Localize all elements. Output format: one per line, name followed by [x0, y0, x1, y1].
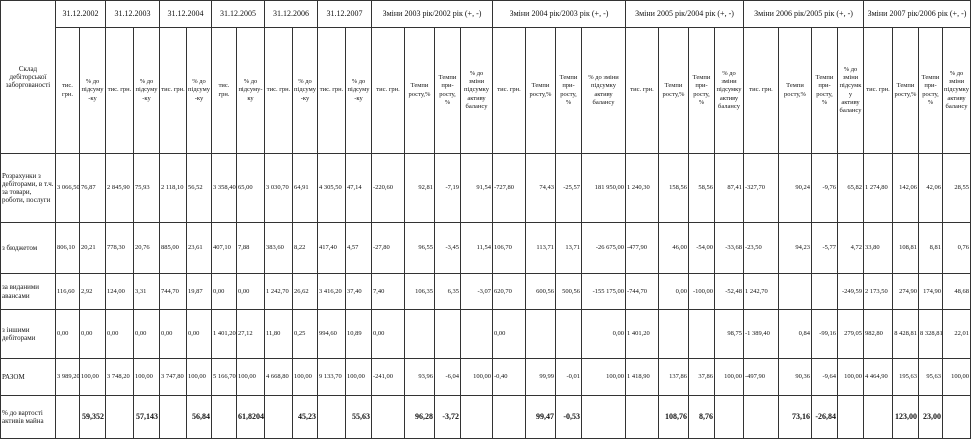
- table-cell: 45,23: [293, 396, 318, 439]
- table-cell: 3 030,70: [265, 154, 293, 223]
- table-cell: [838, 396, 864, 439]
- subheader-pct: % до підсуму-ку: [134, 28, 160, 154]
- table-cell: 0,00: [160, 310, 187, 359]
- table-cell: 1 274,80: [864, 154, 893, 223]
- table-cell: [779, 274, 812, 310]
- table-cell: 0,00: [237, 274, 265, 310]
- table-cell: 95,63: [919, 359, 943, 396]
- table-cell: 7,88: [237, 223, 265, 274]
- table-cell: 500,56: [556, 274, 582, 310]
- table-cell: 55,63: [346, 396, 372, 439]
- table-cell: 100,00: [715, 359, 744, 396]
- table-cell: [493, 396, 526, 439]
- table-cell: 279,05: [838, 310, 864, 359]
- header-year-2003: 31.12.2003: [106, 1, 160, 28]
- table-cell: -99,16: [812, 310, 838, 359]
- table-cell: 181 950,00: [582, 154, 626, 223]
- table-cell: [943, 396, 971, 439]
- subheader-tys: тис. грн.: [372, 28, 405, 154]
- table-cell: -6,04: [435, 359, 461, 396]
- subheader-tys: тис. грн.: [493, 28, 526, 154]
- table-cell: 2 845,90: [106, 154, 134, 223]
- subheader-share: % до зміни підсумку активу балансу: [582, 28, 626, 154]
- row-label: за виданими авансами: [1, 274, 56, 310]
- table-cell: 11,54: [461, 223, 493, 274]
- header-year-2002: 31.12.2002: [56, 1, 106, 28]
- table-cell: [689, 310, 715, 359]
- table-cell: 100,00: [237, 359, 265, 396]
- table-cell: 9 133,70: [318, 359, 346, 396]
- table-cell: -25,57: [556, 154, 582, 223]
- table-cell: -54,00: [689, 223, 715, 274]
- table-cell: -727,80: [493, 154, 526, 223]
- subheader-tys: тис. грн.: [864, 28, 893, 154]
- table-body: [1, 154, 971, 439]
- subheader-tys: тис. грн.: [160, 28, 187, 154]
- table-cell: 96,55: [405, 223, 435, 274]
- table-cell: 0,84: [779, 310, 812, 359]
- table-cell: 65,82: [838, 154, 864, 223]
- table-cell: -0,01: [556, 359, 582, 396]
- table-cell: 3 989,20: [56, 359, 80, 396]
- header-year-2004: 31.12.2004: [160, 1, 212, 28]
- table-cell: 59,352: [80, 396, 106, 439]
- table-cell: 28,55: [943, 154, 971, 223]
- table-cell: 142,06: [893, 154, 919, 223]
- subheader-pct: % до підсуму-ку: [187, 28, 212, 154]
- table-cell: 4,72: [838, 223, 864, 274]
- table-cell: 0,00: [56, 310, 80, 359]
- table-row: [1, 274, 971, 310]
- table-cell: 3 748,20: [106, 359, 134, 396]
- table-cell: -327,70: [744, 154, 779, 223]
- table-cell: -220,60: [372, 154, 405, 223]
- table-cell: 806,10: [56, 223, 80, 274]
- table-cell: 1 240,30: [626, 154, 659, 223]
- table-cell: 3 747,80: [160, 359, 187, 396]
- table-cell: 1 401,20: [212, 310, 237, 359]
- table-cell: 744,70: [160, 274, 187, 310]
- subheader-growth: Темпи росту,%: [893, 28, 919, 154]
- table-cell: 174,90: [919, 274, 943, 310]
- table-cell: -241,00: [372, 359, 405, 396]
- table-row: [1, 223, 971, 274]
- table-cell: 61,8204: [237, 396, 265, 439]
- table-cell: 137,86: [659, 359, 689, 396]
- table-cell: 26,62: [293, 274, 318, 310]
- table-cell: 10,89: [346, 310, 372, 359]
- table-cell: -3,72: [435, 396, 461, 439]
- table-cell: 5 166,70: [212, 359, 237, 396]
- subheader-share: % до зміни підсумку активу балансу: [943, 28, 971, 154]
- table-cell: -52,48: [715, 274, 744, 310]
- table-cell: 0,00: [134, 310, 160, 359]
- table-cell: [56, 396, 80, 439]
- subheader-share: % до зміни підсумку активу балансу: [715, 28, 744, 154]
- table-cell: 1 418,90: [626, 359, 659, 396]
- table-cell: 73,16: [779, 396, 812, 439]
- table-cell: 100,00: [293, 359, 318, 396]
- table-cell: [659, 310, 689, 359]
- subheader-increase: Темпи при-росту, %: [556, 28, 582, 154]
- table-cell: -33,68: [715, 223, 744, 274]
- table-cell: -23,50: [744, 223, 779, 274]
- table-cell: -0,40: [493, 359, 526, 396]
- table-cell: [435, 310, 461, 359]
- table-cell: 7,40: [372, 274, 405, 310]
- table-cell: 123,00: [893, 396, 919, 439]
- table-cell: -3,45: [435, 223, 461, 274]
- table-cell: [265, 396, 293, 439]
- table-cell: 8,76: [689, 396, 715, 439]
- subheader-increase: Темпи при-росту, %: [919, 28, 943, 154]
- header-year-2005: 31.12.2005: [212, 1, 265, 28]
- table-cell: -249,59: [838, 274, 864, 310]
- table-cell: 94,23: [779, 223, 812, 274]
- row-label: РАЗОМ: [1, 359, 56, 396]
- header-change-2004-2003: Зміни 2004 рік/2003 рік (+, -): [493, 1, 626, 28]
- subheader-tys: тис. грн.: [744, 28, 779, 154]
- table-cell: 37,86: [689, 359, 715, 396]
- table-cell: 100,00: [838, 359, 864, 396]
- table-cell: 8,22: [293, 223, 318, 274]
- table-cell: -26 675,00: [582, 223, 626, 274]
- table-cell: [864, 396, 893, 439]
- table-cell: 4 464,90: [864, 359, 893, 396]
- subheader-tys: тис. грн.: [56, 28, 80, 154]
- table-cell: 20,76: [134, 223, 160, 274]
- table-cell: 8,81: [919, 223, 943, 274]
- table-cell: 65,00: [237, 154, 265, 223]
- table-cell: -155 175,00: [582, 274, 626, 310]
- subheader-increase: Темпи при-росту, %: [812, 28, 838, 154]
- subheader-share: % до зміни підсумку активу балансу: [838, 28, 864, 154]
- header-change-2005-2004: Зміни 2005 рік/2004 рік (+, -): [626, 1, 744, 28]
- table-cell: 0,00: [212, 274, 237, 310]
- table-cell: 93,96: [405, 359, 435, 396]
- subheader-growth: Темпи росту,%: [405, 28, 435, 154]
- subheader-growth: Темпи росту,%: [659, 28, 689, 154]
- table-cell: 383,60: [265, 223, 293, 274]
- table-cell: 100,00: [80, 359, 106, 396]
- table-cell: 75,93: [134, 154, 160, 223]
- table-cell: 99,47: [526, 396, 556, 439]
- table-cell: [160, 396, 187, 439]
- table-cell: 3 066,50: [56, 154, 80, 223]
- table-cell: [556, 310, 582, 359]
- table-cell: -100,00: [689, 274, 715, 310]
- table-cell: 100,00: [582, 359, 626, 396]
- table-cell: -0,53: [556, 396, 582, 439]
- table-cell: 620,70: [493, 274, 526, 310]
- table-cell: 0,00: [493, 310, 526, 359]
- table-cell: 600,56: [526, 274, 556, 310]
- table-cell: 2 173,50: [864, 274, 893, 310]
- table-cell: 1 242,70: [744, 274, 779, 310]
- table-row: [1, 396, 971, 439]
- table-cell: 0,25: [293, 310, 318, 359]
- table-cell: 0,76: [943, 223, 971, 274]
- table-cell: 3,31: [134, 274, 160, 310]
- table-cell: 994,60: [318, 310, 346, 359]
- subheader-tys: тис. грн.: [318, 28, 346, 154]
- table-cell: 64,91: [293, 154, 318, 223]
- table-cell: 0,00: [659, 274, 689, 310]
- subheader-growth: Темпи росту,%: [779, 28, 812, 154]
- table-cell: 8 328,81: [919, 310, 943, 359]
- table-cell: 0,00: [80, 310, 106, 359]
- table-cell: [372, 396, 405, 439]
- table-cell: [812, 274, 838, 310]
- table-cell: 76,87: [80, 154, 106, 223]
- table-cell: [582, 396, 626, 439]
- table-cell: [318, 396, 346, 439]
- table-cell: 106,35: [405, 274, 435, 310]
- table-cell: 116,60: [56, 274, 80, 310]
- table-cell: 778,30: [106, 223, 134, 274]
- subheader-tys: тис. грн.: [212, 28, 237, 154]
- table-cell: 47,14: [346, 154, 372, 223]
- subheader-increase: Темпи при-росту, %: [689, 28, 715, 154]
- table-row: [1, 310, 971, 359]
- table-cell: 46,00: [659, 223, 689, 274]
- table-cell: 1 401,20: [626, 310, 659, 359]
- table-cell: [715, 396, 744, 439]
- table-cell: 4 305,50: [318, 154, 346, 223]
- table-cell: -3,07: [461, 274, 493, 310]
- table-cell: 885,00: [160, 223, 187, 274]
- table-cell: 92,81: [405, 154, 435, 223]
- table-cell: -497,90: [744, 359, 779, 396]
- table-cell: 113,71: [526, 223, 556, 274]
- table-cell: 1 242,70: [265, 274, 293, 310]
- table-cell: 22,01: [943, 310, 971, 359]
- table-cell: 57,143: [134, 396, 160, 439]
- table-cell: 124,00: [106, 274, 134, 310]
- table-cell: 274,90: [893, 274, 919, 310]
- table-cell: [626, 396, 659, 439]
- table-cell: 195,63: [893, 359, 919, 396]
- header-year-2006: 31.12.2006: [265, 1, 318, 28]
- subheader-tys: тис. грн.: [626, 28, 659, 154]
- table-cell: [526, 310, 556, 359]
- table-cell: [744, 396, 779, 439]
- table-cell: 23,61: [187, 223, 212, 274]
- table-cell: 56,52: [187, 154, 212, 223]
- table-cell: -477,90: [626, 223, 659, 274]
- table-cell: 96,28: [405, 396, 435, 439]
- subheader-growth: Темпи росту,%: [526, 28, 556, 154]
- header-row-label: Склад дебіторської заборгованості: [1, 1, 56, 154]
- header-change-2006-2005: Зміни 2006 рік/2005 рік (+, -): [744, 1, 864, 28]
- table-row: [1, 154, 971, 223]
- subheader-increase: Темпи при-росту, %: [435, 28, 461, 154]
- table-cell: [461, 310, 493, 359]
- table-row: [1, 359, 971, 396]
- table-cell: 4 668,80: [265, 359, 293, 396]
- table-cell: [106, 396, 134, 439]
- table-cell: 2 118,10: [160, 154, 187, 223]
- table-cell: 27,12: [237, 310, 265, 359]
- table-cell: 982,80: [864, 310, 893, 359]
- table-cell: 48,68: [943, 274, 971, 310]
- table-cell: 100,00: [134, 359, 160, 396]
- subheader-pct: % до підсуму-ку: [293, 28, 318, 154]
- subheader-tys: тис. грн.: [265, 28, 293, 154]
- table-cell: -9,76: [812, 154, 838, 223]
- table-cell: -1 389,40: [744, 310, 779, 359]
- table-cell: 11,80: [265, 310, 293, 359]
- row-label: з бюджетом: [1, 223, 56, 274]
- subheader-pct: % до підсуму-ку: [80, 28, 106, 154]
- table-cell: 98,75: [715, 310, 744, 359]
- table-cell: 8 428,81: [893, 310, 919, 359]
- table-cell: [461, 396, 493, 439]
- table-cell: 100,00: [461, 359, 493, 396]
- table-cell: 108,81: [893, 223, 919, 274]
- table-cell: 106,70: [493, 223, 526, 274]
- table-cell: 417,40: [318, 223, 346, 274]
- table-cell: 13,71: [556, 223, 582, 274]
- header-change-2007-2006: Зміни 2007 рік/2006 рік (+, -): [864, 1, 971, 28]
- table-cell: 100,00: [943, 359, 971, 396]
- table-cell: -26,84: [812, 396, 838, 439]
- table-cell: 2,92: [80, 274, 106, 310]
- table-cell: 0,00: [187, 310, 212, 359]
- table-cell: -5,77: [812, 223, 838, 274]
- table-cell: 58,56: [689, 154, 715, 223]
- table-cell: 23,00: [919, 396, 943, 439]
- table-cell: 6,35: [435, 274, 461, 310]
- subheader-pct: % до підсуму-ку: [346, 28, 372, 154]
- table-cell: -744,70: [626, 274, 659, 310]
- table-cell: 99,99: [526, 359, 556, 396]
- table-cell: 87,41: [715, 154, 744, 223]
- table-cell: 0,00: [582, 310, 626, 359]
- table-cell: 158,56: [659, 154, 689, 223]
- table-cell: 42,06: [919, 154, 943, 223]
- table-cell: 74,43: [526, 154, 556, 223]
- table-cell: 407,10: [212, 223, 237, 274]
- table-cell: 37,40: [346, 274, 372, 310]
- table-cell: -7,19: [435, 154, 461, 223]
- subheader-tys: тис. грн.: [106, 28, 134, 154]
- table-cell: -27,80: [372, 223, 405, 274]
- table-cell: -9,64: [812, 359, 838, 396]
- table-cell: 3 416,20: [318, 274, 346, 310]
- row-label: Розрахунки з дебіторами, в т.ч. за товари, роботи, послуги: [1, 154, 56, 223]
- subheader-share: % до зміни підсумку активу балансу: [461, 28, 493, 154]
- table-cell: 0,00: [106, 310, 134, 359]
- table-cell: 91,54: [461, 154, 493, 223]
- table-cell: 33,80: [864, 223, 893, 274]
- table-cell: [405, 310, 435, 359]
- table-cell: 3 358,40: [212, 154, 237, 223]
- table-cell: 0,00: [372, 310, 405, 359]
- table-cell: [212, 396, 237, 439]
- table-cell: 4,57: [346, 223, 372, 274]
- table-cell: 19,87: [187, 274, 212, 310]
- table-cell: 100,00: [346, 359, 372, 396]
- table-cell: 90,36: [779, 359, 812, 396]
- table-cell: 56,84: [187, 396, 212, 439]
- subheader-pct: % до підсуму-ку: [237, 28, 265, 154]
- row-label: з іншими дебіторами: [1, 310, 56, 359]
- table-cell: 90,24: [779, 154, 812, 223]
- table-cell: 100,00: [187, 359, 212, 396]
- row-label: % до вартості активів майна: [1, 396, 56, 439]
- header-change-2003-2002: Зміни 2003 рік/2002 рік (+, -): [372, 1, 493, 28]
- table-cell: 20,21: [80, 223, 106, 274]
- table-cell: 108,76: [659, 396, 689, 439]
- header-year-2007: 31.12.2007: [318, 1, 372, 28]
